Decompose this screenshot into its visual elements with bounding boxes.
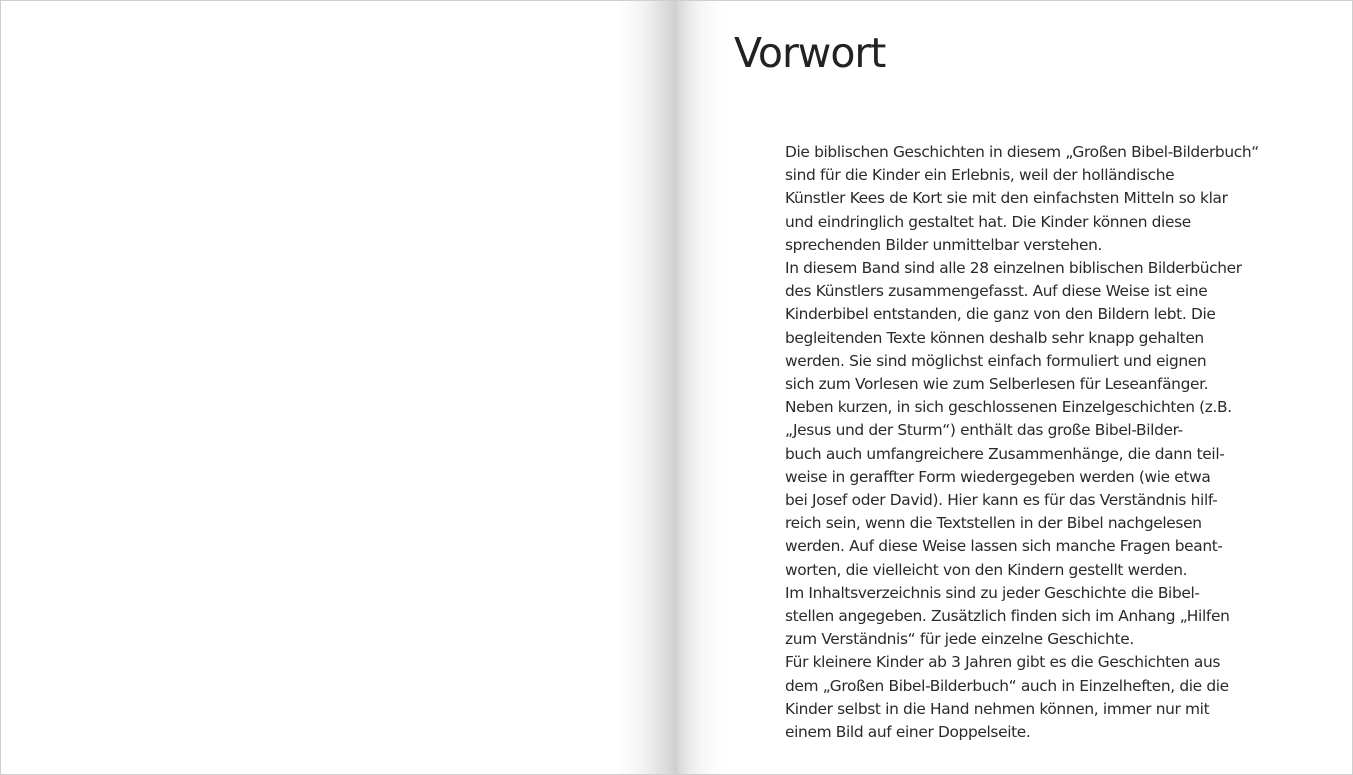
text-line: stellen angegeben. Zusätzlich finden sich im Anhang „Hilfen	[785, 607, 1230, 626]
foreword-text	[785, 141, 1305, 744]
text-line: begleitenden Texte können deshalb sehr knapp gehalten	[785, 328, 1204, 347]
text-line: Kinderbibel entstanden, die ganz von den Bildern lebt. Die	[785, 305, 1216, 324]
right-page	[677, 1, 1353, 775]
text-line: zum Verständnis“ für jede einzelne Geschichte.	[785, 630, 1134, 649]
text-line: In diesem Band sind alle 28 einzelnen biblischen Bilderbücher	[785, 259, 1242, 278]
text-line: Die biblischen Geschichten in diesem „Großen Bibel-Bilderbuch“	[785, 143, 1259, 161]
text-line: sich zum Vorlesen wie zum Selberlesen für Leseanfänger.	[785, 375, 1209, 394]
text-line: einem Bild auf einer Doppelseite.	[785, 723, 1031, 742]
text-line: „Jesus und der Sturm“) enthält das große Bibel-Bilder-	[785, 421, 1183, 440]
text-line: sprechenden Bilder unmittelbar verstehen.	[785, 235, 1103, 254]
text-line: werden. Auf diese Weise lassen sich manche Fragen beant-	[785, 537, 1223, 556]
text-line: buch auch umfangreichere Zusammenhänge, die dann teil-	[785, 444, 1225, 463]
text-line: Im Inhaltsverzeichnis sind zu jeder Geschichte die Bibel-	[785, 583, 1200, 602]
text-line: weise in geraffter Form wiedergegeben werden (wie etwa	[785, 467, 1211, 486]
text-line: Neben kurzen, in sich geschlossenen Einzelgeschichten (z.B.	[785, 398, 1232, 417]
text-line: und eindringlich gestaltet hat. Die Kinder können diese	[785, 212, 1191, 231]
text-line: Künstler Kees de Kort sie mit den einfachsten Mitteln so klar	[785, 189, 1228, 208]
page-title: Vorwort	[734, 29, 886, 77]
text-line: reich sein, wenn die Textstellen in der Bibel nachgelesen	[785, 514, 1202, 533]
text-line: Für kleinere Kinder ab 3 Jahren gibt es die Geschichten aus	[785, 653, 1221, 672]
left-page	[1, 1, 677, 775]
text-line: bei Josef oder David). Hier kann es für das Verständnis hilf-	[785, 491, 1218, 510]
text-line: worten, die vielleicht von den Kindern gestellt werden.	[785, 560, 1188, 579]
text-line: dem „Großen Bibel-Bilderbuch“ auch in Einzelheften, die die	[785, 676, 1229, 695]
text-line: Kinder selbst in die Hand nehmen können, immer nur mit	[785, 699, 1210, 718]
text-line: werden. Sie sind möglichst einfach formuliert und eignen	[785, 351, 1207, 370]
text-line: sind für die Kinder ein Erlebnis, weil der holländische	[785, 166, 1175, 185]
text-line: des Künstlers zusammengefasst. Auf diese Weise ist eine	[785, 282, 1208, 301]
